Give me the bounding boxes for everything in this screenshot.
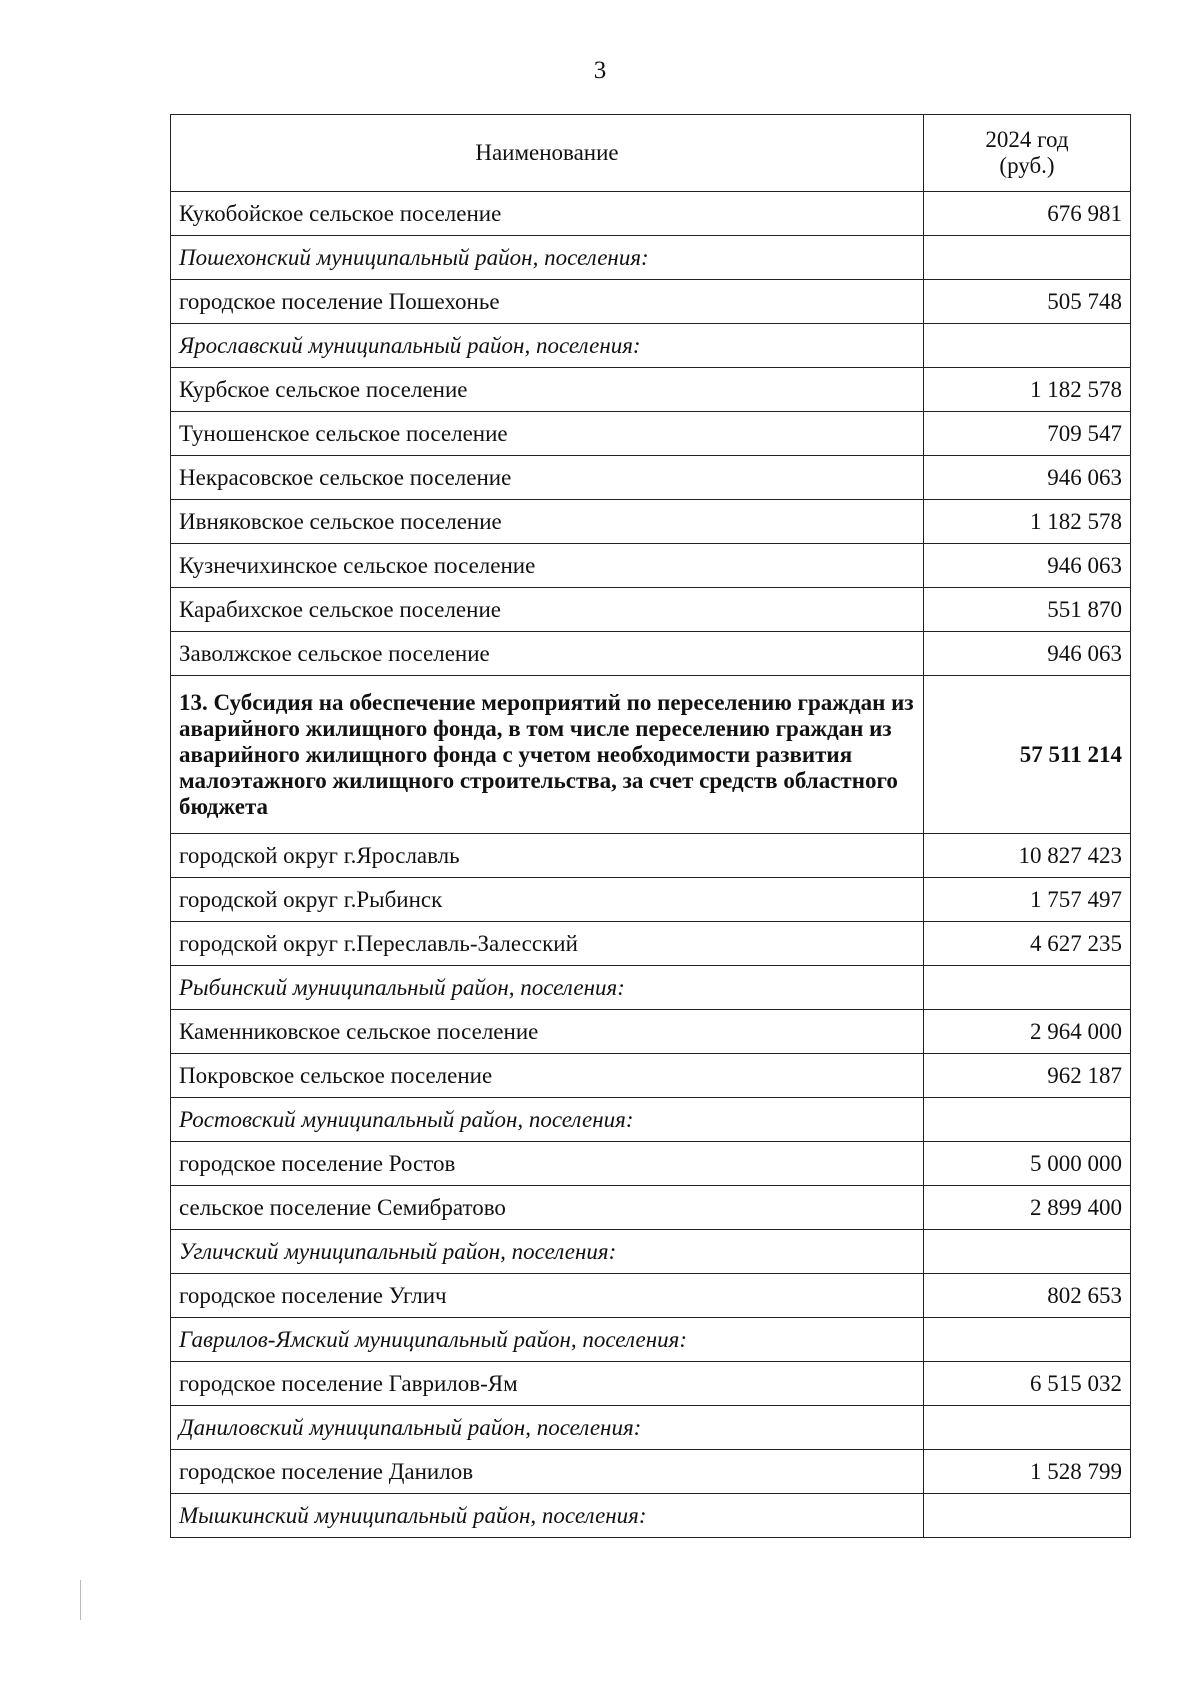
amount-cell: 676 981: [924, 192, 1131, 236]
settlement-name-cell: городское поселение Углич: [171, 1274, 924, 1318]
amount-cell: 5 000 000: [924, 1142, 1131, 1186]
table-row: [171, 922, 1131, 966]
table-row: [171, 280, 1131, 324]
table-row: [171, 1318, 1131, 1362]
settlement-name-cell: городской округ г.Ярославль: [171, 834, 924, 878]
district-heading-cell: Мышкинский муниципальный район, поселения:: [171, 1494, 924, 1538]
table-row: [171, 1142, 1131, 1186]
amount-cell: [924, 1494, 1131, 1538]
amount-cell: 505 748: [924, 280, 1131, 324]
page-number: 3: [593, 57, 607, 84]
amount-cell: 962 187: [924, 1054, 1131, 1098]
table-row: [171, 588, 1131, 632]
table-row: [171, 324, 1131, 368]
amount-cell: [924, 1318, 1131, 1362]
table-row: [171, 878, 1131, 922]
table-row: [171, 1054, 1131, 1098]
table-row: [171, 1010, 1131, 1054]
amount-cell: 1 182 578: [924, 368, 1131, 412]
amount-cell: 946 063: [924, 544, 1131, 588]
amount-cell: 6 515 032: [924, 1362, 1131, 1406]
table-row: [171, 1406, 1131, 1450]
table-header: [171, 115, 1131, 192]
amount-cell: 10 827 423: [924, 834, 1131, 878]
settlement-name-cell: городское поселение Ростов: [171, 1142, 924, 1186]
amount-cell: 2 899 400: [924, 1186, 1131, 1230]
table-row: [171, 236, 1131, 280]
table-row: [171, 192, 1131, 236]
table-row: [171, 834, 1131, 878]
settlement-name-cell: Курбское сельское поселение: [171, 368, 924, 412]
amount-cell: 946 063: [924, 632, 1131, 676]
section-total-cell: 57 511 214: [924, 676, 1131, 834]
amount-cell: 946 063: [924, 456, 1131, 500]
amount-cell: [924, 1230, 1131, 1274]
settlement-name-cell: Кукобойское сельское поселение: [171, 192, 924, 236]
settlement-name-cell: городской округ г.Переславль-Залесский: [171, 922, 924, 966]
settlement-name-cell: городское поселение Данилов: [171, 1450, 924, 1494]
settlement-name-cell: Туношенское сельское поселение: [171, 412, 924, 456]
amount-cell: [924, 966, 1131, 1010]
district-heading-cell: Ростовский муниципальный район, поселения:: [171, 1098, 924, 1142]
district-heading-cell: Гаврилов-Ямский муниципальный район, поселения:: [171, 1318, 924, 1362]
table-row: [171, 500, 1131, 544]
settlement-name-cell: Некрасовское сельское поселение: [171, 456, 924, 500]
table-row: [171, 1494, 1131, 1538]
settlement-name-cell: городское поселение Гаврилов-Ям: [171, 1362, 924, 1406]
amount-cell: [924, 324, 1131, 368]
amount-cell: [924, 1406, 1131, 1450]
amount-cell: [924, 236, 1131, 280]
header-year: [924, 115, 1131, 192]
table-row: [171, 544, 1131, 588]
settlement-name-cell: Карабихское сельское поселение: [171, 588, 924, 632]
district-heading-cell: Угличский муниципальный район, поселения:: [171, 1230, 924, 1274]
settlement-name-cell: Кузнечихинское сельское поселение: [171, 544, 924, 588]
header-name: Наименование: [171, 115, 924, 192]
table-row: [171, 1450, 1131, 1494]
settlement-name-cell: городское поселение Пошехонье: [171, 280, 924, 324]
settlement-name-cell: сельское поселение Семибратово: [171, 1186, 924, 1230]
table-row: [171, 966, 1131, 1010]
section-title-cell: 13. Субсидия на обеспечение мероприятий по переселению граждан из аварийного жилищного фонда, в том числе переселению граждан из аварийного жилищного фонда с учетом необходимости развития малоэтажного жилищного строительства, за счет средств областного бюджета: [171, 676, 924, 834]
budget-table: [170, 114, 1131, 1538]
table-row: [171, 1186, 1131, 1230]
table-row: [171, 412, 1131, 456]
amount-cell: 802 653: [924, 1274, 1131, 1318]
settlement-name-cell: Заволжское сельское поселение: [171, 632, 924, 676]
settlement-name-cell: Ивняковское сельское поселение: [171, 500, 924, 544]
table-row: [171, 1362, 1131, 1406]
table-row: [171, 1230, 1131, 1274]
settlement-name-cell: Покровское сельское поселение: [171, 1054, 924, 1098]
amount-cell: 1 528 799: [924, 1450, 1131, 1494]
settlement-name-cell: Каменниковское сельское поселение: [171, 1010, 924, 1054]
amount-cell: [924, 1098, 1131, 1142]
amount-cell: 1 757 497: [924, 878, 1131, 922]
settlement-name-cell: городской округ г.Рыбинск: [171, 878, 924, 922]
amount-cell: 1 182 578: [924, 500, 1131, 544]
amount-cell: 709 547: [924, 412, 1131, 456]
table-row: [171, 1098, 1131, 1142]
header-year-label: 2024 год: [985, 127, 1069, 152]
header-row: [171, 115, 1131, 192]
district-heading-cell: Рыбинский муниципальный район, поселения:: [171, 966, 924, 1010]
table-row: [171, 1274, 1131, 1318]
table-row: [171, 456, 1131, 500]
district-heading-cell: Ярославский муниципальный район, поселения:: [171, 324, 924, 368]
scan-mark: [80, 1580, 81, 1620]
table-row: [171, 368, 1131, 412]
table-body: [171, 192, 1131, 1538]
amount-cell: 551 870: [924, 588, 1131, 632]
header-unit-label: (руб.): [999, 153, 1055, 178]
district-heading-cell: Даниловский муниципальный район, поселения:: [171, 1406, 924, 1450]
amount-cell: 2 964 000: [924, 1010, 1131, 1054]
district-heading-cell: Пошехонский муниципальный район, поселения:: [171, 236, 924, 280]
table-row: [171, 676, 1131, 834]
amount-cell: 4 627 235: [924, 922, 1131, 966]
table-row: [171, 632, 1131, 676]
